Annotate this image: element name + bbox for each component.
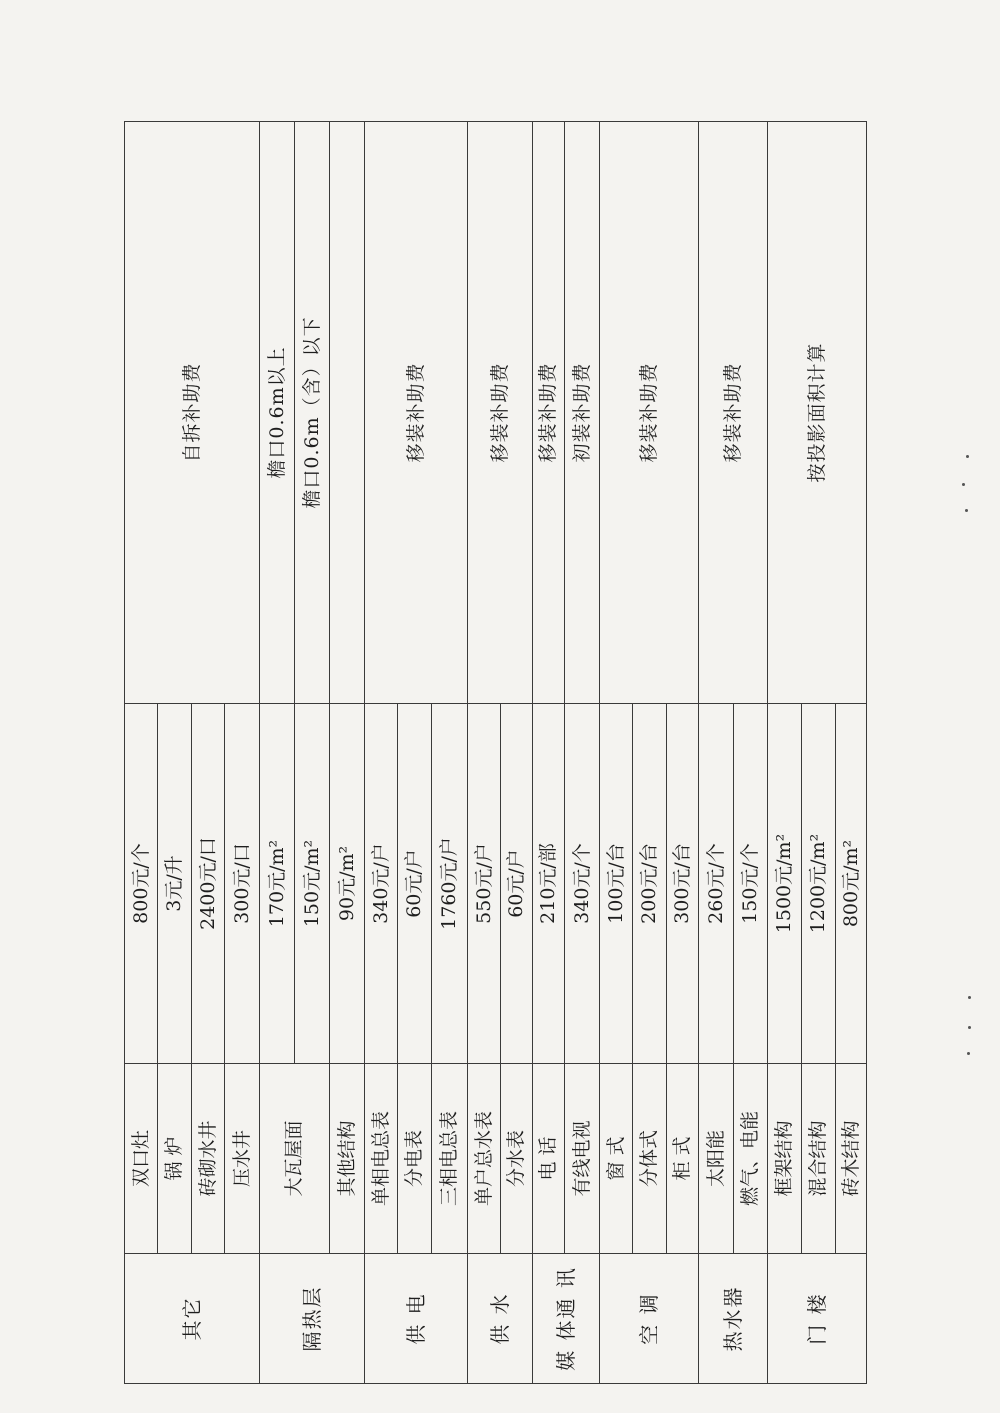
note-cell: 檐口0.6m以上 [260, 122, 295, 704]
note-cell: 移装补助费 [699, 122, 768, 704]
price-cell: 340元/个 [565, 704, 600, 1064]
price-cell: 550元/户 [468, 704, 501, 1064]
note-cell: 檐口0.6m（含）以下 [295, 122, 330, 704]
scan-speck [967, 1052, 970, 1055]
table-row [600, 122, 633, 1384]
item-cell: 柜 式 [667, 1064, 699, 1254]
price-cell: 60元/户 [398, 704, 432, 1064]
rotated-table-container [124, 122, 862, 1384]
note-cell: 自拆补助费 [125, 122, 260, 704]
price-cell: 150元/m² [295, 704, 330, 1064]
item-cell: 三相电总表 [432, 1064, 468, 1254]
price-cell: 100元/台 [600, 704, 633, 1064]
note-cell-empty [330, 122, 365, 704]
note-cell: 初装补助费 [565, 122, 600, 704]
note-cell: 按投影面积计算 [768, 122, 867, 704]
category-cell: 媒 体通 讯 [533, 1254, 600, 1384]
price-cell: 150元/个 [734, 704, 768, 1064]
scan-speck [966, 455, 969, 458]
item-cell: 分电表 [398, 1064, 432, 1254]
category-cell: 空 调 [600, 1254, 699, 1384]
item-cell: 单户总水表 [468, 1064, 501, 1254]
scan-speck [962, 483, 965, 486]
price-cell: 300元/台 [667, 704, 699, 1064]
item-cell: 单相电总表 [365, 1064, 398, 1254]
item-cell: 燃气、电能 [734, 1064, 768, 1254]
category-cell: 隔热层 [260, 1254, 365, 1384]
note-cell: 移装补助费 [533, 122, 565, 704]
price-cell: 60元/户 [501, 704, 533, 1064]
item-cell: 砖木结构 [836, 1064, 867, 1254]
item-cell: 双口灶 [125, 1064, 158, 1254]
price-cell: 1200元/m² [802, 704, 836, 1064]
price-cell: 800元/m² [836, 704, 867, 1064]
scan-speck [965, 509, 968, 512]
price-cell: 1760元/户 [432, 704, 468, 1064]
category-cell: 门 楼 [768, 1254, 867, 1384]
note-cell: 移装补助费 [600, 122, 699, 704]
item-cell: 有线电视 [565, 1064, 600, 1254]
item-cell: 锅 炉 [158, 1064, 192, 1254]
item-cell: 压水井 [225, 1064, 260, 1254]
table-row [533, 122, 565, 1384]
price-cell: 210元/部 [533, 704, 565, 1064]
table-row [565, 122, 600, 1384]
price-cell: 300元/口 [225, 704, 260, 1064]
item-cell: 电 话 [533, 1064, 565, 1254]
compensation-table [124, 121, 867, 1384]
price-cell: 2400元/口 [192, 704, 225, 1064]
item-cell: 分水表 [501, 1064, 533, 1254]
item-cell: 混合结构 [802, 1064, 836, 1254]
price-cell: 200元/台 [633, 704, 667, 1064]
price-cell: 340元/户 [365, 704, 398, 1064]
scan-speck [968, 996, 971, 999]
table-row [768, 122, 802, 1384]
category-cell: 供 水 [468, 1254, 533, 1384]
price-cell: 800元/个 [125, 704, 158, 1064]
item-cell: 太阳能 [699, 1064, 734, 1254]
item-cell: 其他结构 [330, 1064, 365, 1254]
item-cell: 框架结构 [768, 1064, 802, 1254]
item-cell: 砖砌水井 [192, 1064, 225, 1254]
item-cell: 分体式 [633, 1064, 667, 1254]
category-cell: 供 电 [365, 1254, 468, 1384]
table-row [468, 122, 501, 1384]
note-cell: 移装补助费 [468, 122, 533, 704]
table-row [125, 122, 158, 1384]
price-cell: 3元/升 [158, 704, 192, 1064]
table-row [260, 122, 295, 1384]
category-cell: 其它 [125, 1254, 260, 1384]
scan-speck [968, 1026, 971, 1029]
price-cell: 1500元/m² [768, 704, 802, 1064]
note-cell: 移装补助费 [365, 122, 468, 704]
price-cell: 260元/个 [699, 704, 734, 1064]
item-cell: 大瓦屋面 [260, 1064, 330, 1254]
table-row [365, 122, 398, 1384]
table-row [699, 122, 734, 1384]
table-row [330, 122, 365, 1384]
price-cell: 90元/m² [330, 704, 365, 1064]
price-cell: 170元/m² [260, 704, 295, 1064]
category-cell: 热水器 [699, 1254, 768, 1384]
item-cell: 窗 式 [600, 1064, 633, 1254]
